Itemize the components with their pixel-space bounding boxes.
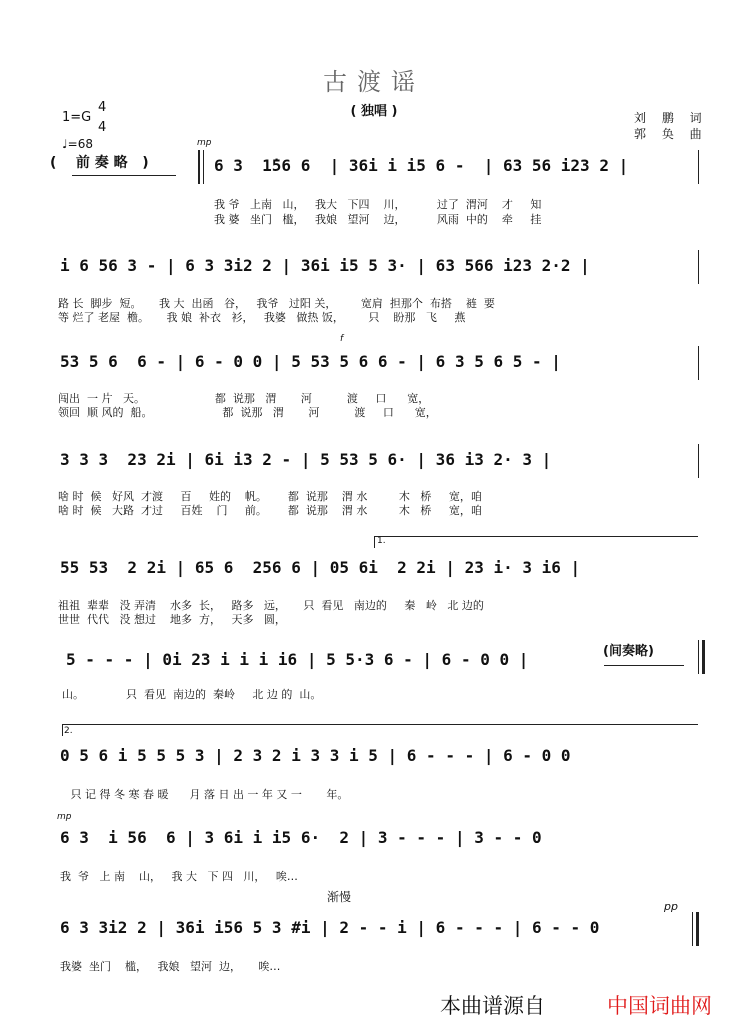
notation-row-7: 0 5 6 i 5 5 5 3 | 2 3 2 i 3 3 i 5 | 6 - - - | 6 - 0 0 [60, 746, 571, 765]
dynamic-mp-2: mp [57, 812, 72, 822]
final-bar-thin [692, 912, 693, 946]
volta-2-bracket [62, 724, 698, 725]
lyric-row-7-verse-1: 只 记 得 冬 寒 春 暖 月 落 日 出 一 年 又 一 年。 [60, 788, 349, 801]
lyric-row-4-verse-1: 啥 时 候 好风 才渡 百 姓的 帆。 都 说那 渭 水 木 桥 宽，咱 [58, 490, 482, 503]
lyric-row-5-verse-1: 祖祖 辈辈 没 弄清 水多 长， 路多 远， 只 看见 南边的 秦 岭 北 边的 [58, 599, 484, 612]
notation-row-1: 6 3 1̇56 6 | 36i i i5 6 - | 63 56 i23 2 | [214, 156, 629, 175]
interlude-rest-line [604, 665, 684, 666]
site-name-link[interactable]: 中国词曲网 [607, 994, 712, 1018]
dynamic-pp: pp [664, 900, 678, 913]
notation-row-4: 3 3 3 23 2i | 6i i3 2 - | 5 53 5 6· | 36 i3 2· 3 | [60, 450, 552, 469]
tempo-marking: ♩=68 [62, 137, 93, 151]
barline [698, 150, 699, 184]
intro-rest-line [72, 175, 176, 176]
repeat-end-bar [702, 640, 705, 674]
volta-1-bracket [374, 536, 698, 537]
song-title: 古渡谣 [323, 68, 425, 96]
final-bar [696, 912, 699, 946]
notation-row-3: 53 5 6 6 - | 6 - 0 0 | 5 53 5 6 6 - | 6 3 5 6 5 - | [60, 352, 561, 371]
lyric-row-2-verse-2: 等 烂了 老屋 檐。 我 娘 补衣 衫， 我婆 做热 饭， 只 盼那 飞 燕 [58, 311, 466, 324]
key-signature: 1=G [62, 110, 92, 125]
interlude-bracket: (间奏略) [603, 644, 654, 659]
notation-row-5: 55 53 2 2i | 65 6 256 6 | 05 6i 2 2i | 23 i· 3 i6 | [60, 558, 581, 577]
composer-credit: 郭 奂 曲 [634, 127, 708, 141]
lyric-row-3-verse-1: 闯出 一 片 天。 都 说那 渭 河 渡 口 宽， [58, 392, 430, 405]
lyric-row-4-verse-2: 啥 时 候 大路 才过 百姓 门 前。 都 说那 渭 水 木 桥 宽，咱 [58, 504, 482, 517]
lyric-row-8-verse-1: 我 爷 上 南 山， 我 大 下 四 川， 唉… [60, 870, 298, 883]
lyric-row-2-verse-1: 路 长 脚步 短。 我 大 出函 谷， 我爷 过阳 关， 宽肩 担那个 布搭 裢 要 [58, 297, 495, 310]
interlude-label: 间奏略 [608, 644, 648, 659]
lyric-row-1-verse-2: 我 婆 坐门 槛， 我娘 望河 边， 风雨 中的 牵 挂 [214, 213, 542, 226]
intro-bracket: ( 前 奏 略 ) [50, 155, 149, 171]
lyricist-credit: 刘 鹏 词 [634, 111, 708, 125]
lyric-row-9-verse-1: 我婆 坐门 槛， 我娘 望河 边， 唉… [60, 960, 281, 973]
ritardando-marking: 渐慢 [327, 890, 352, 904]
intro-label: 前 奏 略 [75, 155, 128, 171]
lyric-row-6-verse-1: 山。 只 看见 南边的 秦岭 北 边 的 山。 [62, 688, 322, 701]
repeat-start-bar-thin [203, 150, 204, 184]
dynamic-mp: mp [197, 138, 212, 148]
lyric-row-1-verse-1: 我 爷 上南 山， 我大 下四 川， 过了 渭河 才 知 [214, 198, 542, 211]
notation-row-9: 6 3 3i2 2 | 36i i56 5 3 #i | 2 - - i | 6 - - - | 6 - - 0 [60, 918, 600, 937]
notation-row-8: 6 3 i 56 6 | 3 6i i i5 6· 2 | 3 - - - | 3 - - 0 [60, 828, 542, 847]
repeat-start-bar [198, 150, 200, 184]
time-signature-top: 4 [98, 100, 107, 115]
performance-type: ( 独唱 ) [350, 104, 398, 119]
lyric-row-3-verse-2: 领回 顺 风的 船。 都 说那 渭 河 渡 口 宽， [58, 406, 437, 419]
barline [698, 346, 699, 380]
volta-1-label: 1. [377, 536, 386, 546]
volta-1-bracket-hook [374, 536, 375, 548]
volta-2-label: 2. [64, 726, 73, 736]
barline [698, 250, 699, 284]
barline [698, 444, 699, 478]
notation-row-6: 5 - - - | 0i 23 i i i i6 | 5 5·3 6 - | 6 - 0 0 | [66, 650, 529, 669]
lyric-row-5-verse-2: 世世 代代 没 想过 地多 方， 天多 圆， [58, 613, 286, 626]
time-signature-bottom: 4 [98, 120, 107, 135]
volta-2-bracket-hook [62, 724, 63, 736]
repeat-end-bar-thin [698, 640, 699, 674]
source-label: 本曲谱源自 [440, 994, 545, 1018]
dynamic-f: f [340, 334, 344, 344]
notation-row-2: i 6 56 3 - | 6 3 3i2 2 | 36i i5 5 3· | 63 566 i23 2·2 | [60, 256, 590, 275]
